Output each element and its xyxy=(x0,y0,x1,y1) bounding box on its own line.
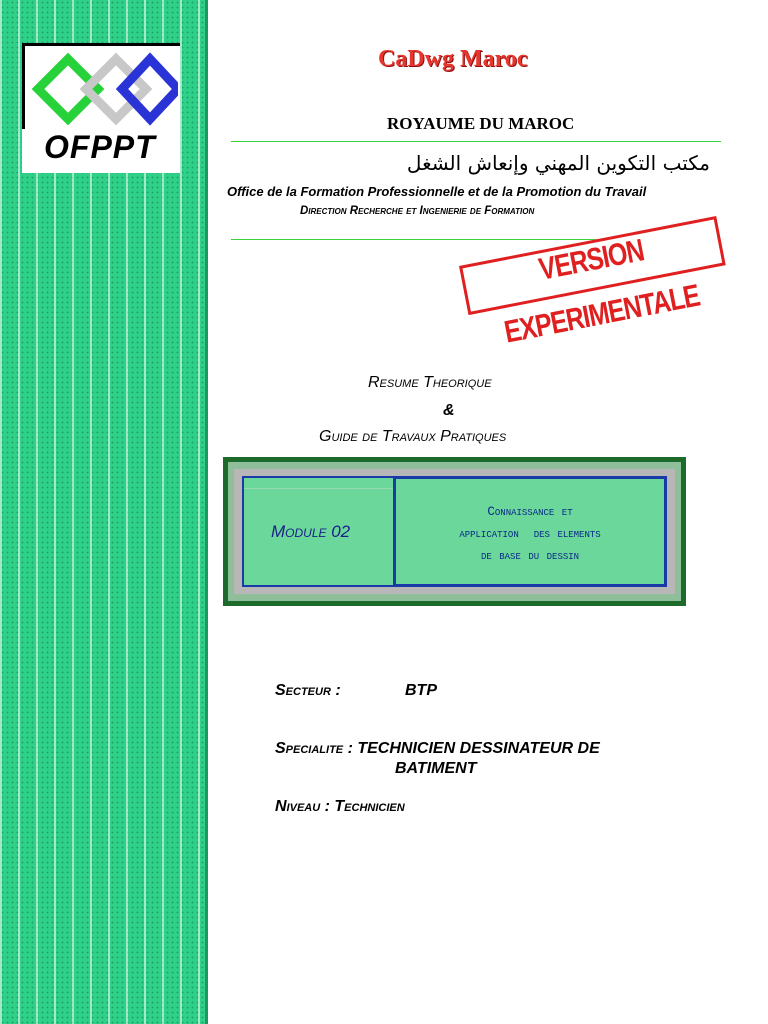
module-label-cell xyxy=(242,476,395,587)
version-stamp xyxy=(459,216,726,351)
niveau-label: Niveau : xyxy=(275,798,330,815)
secteur-label: Secteur : xyxy=(275,682,341,699)
office-name: Office de la Formation Professionnelle et de la Promotion du Travail xyxy=(227,184,647,199)
title-resume: Resume Theorique xyxy=(368,374,492,391)
kingdom-title: ROYAUME DU MAROC xyxy=(387,114,575,133)
module-title-cell xyxy=(393,476,667,587)
secteur-row xyxy=(275,682,341,700)
module-label: Module 02 xyxy=(271,522,351,541)
brand-title: CaDwg Maroc xyxy=(378,46,528,72)
module-title xyxy=(396,501,664,567)
title-guide: Guide de Travaux Pratiques xyxy=(319,428,507,445)
secteur-value: BTP xyxy=(405,682,437,699)
direction-name: Direction Recherche et Ingenierie de Formation xyxy=(300,205,535,217)
band-edge xyxy=(205,0,208,1024)
stamp-text: VERSION EXPERIMENTALE xyxy=(501,232,703,351)
module-title-line1: Connaissance et xyxy=(487,505,573,519)
specialite-row xyxy=(275,740,600,758)
ofppt-logo xyxy=(22,43,180,173)
logo-frame-top xyxy=(22,43,180,46)
module-title-line3: de base du dessin xyxy=(480,549,580,563)
specialite-value: TECHNICIEN DESSINATEUR DE xyxy=(357,740,600,757)
logo-text: OFPPT xyxy=(44,129,156,165)
module-title-line2: application des elements xyxy=(459,527,601,541)
arabic-office-name: مكتب التكوين المهني وإنعاش الشغل xyxy=(406,151,710,175)
niveau-value: Technicien xyxy=(334,798,405,815)
module-cell-rule xyxy=(244,488,393,489)
specialite-value-line2: BATIMENT xyxy=(395,760,477,777)
module-box xyxy=(223,457,686,606)
header-rule-top xyxy=(231,141,721,142)
niveau-row xyxy=(275,798,405,816)
title-ampersand: & xyxy=(443,402,455,419)
logo-frame-left xyxy=(22,43,25,129)
specialite-label: Specialite : xyxy=(275,740,353,757)
logo-rings-icon xyxy=(28,51,178,131)
